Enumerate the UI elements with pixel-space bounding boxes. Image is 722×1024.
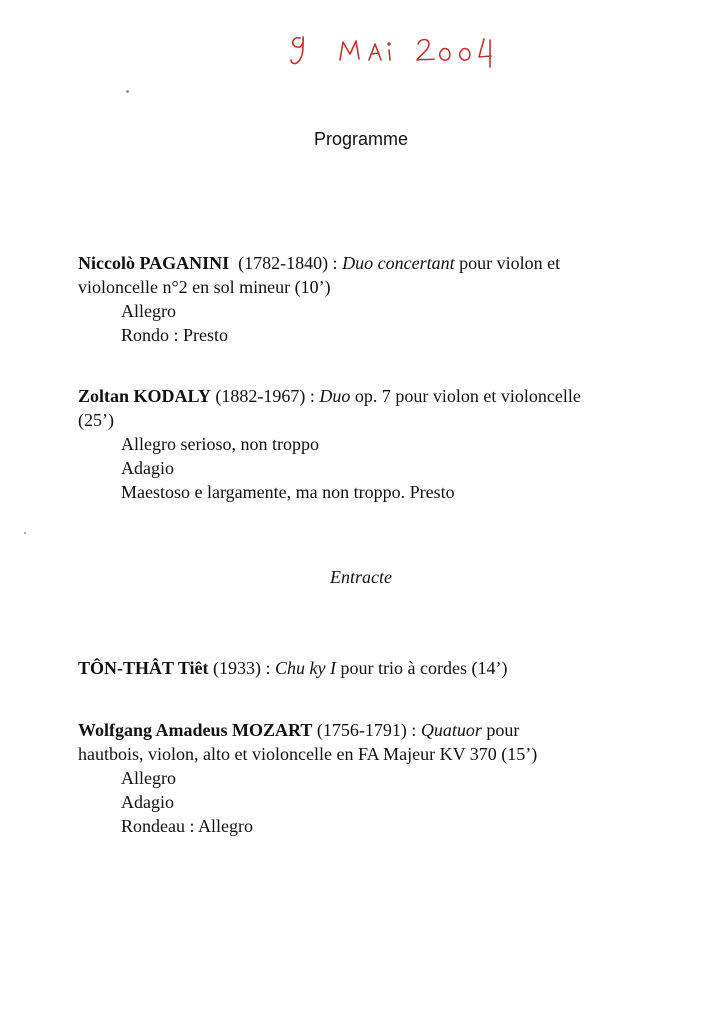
- scan-speck: [24, 532, 26, 534]
- composer-name: TÔN-THÂT Tiêt: [78, 658, 209, 678]
- movement: Adagio: [121, 792, 174, 812]
- work-description: (25’): [78, 410, 114, 430]
- work-heading: Wolfgang Amadeus MOZART (1756-1791) : Quatuor pour: [78, 720, 520, 740]
- composer-name: Zoltan KODALY: [78, 386, 211, 406]
- program-item-ton-that-tiet: [78, 656, 698, 680]
- program-item-paganini: [78, 251, 698, 347]
- work-title: Duo concertant: [342, 253, 455, 273]
- movement: Allegro serioso, non troppo: [121, 434, 319, 454]
- intermission-label: Entracte: [330, 567, 392, 587]
- composer-dates: (1782-1840): [238, 253, 329, 273]
- movement: Allegro: [121, 768, 176, 788]
- work-heading: TÔN-THÂT Tiêt (1933) : Chu ky I pour trio à cordes (14’): [78, 658, 508, 678]
- movement: Rondo : Presto: [121, 325, 229, 345]
- composer-dates: (1933): [213, 658, 262, 678]
- program-item-mozart: [78, 718, 698, 838]
- handwritten-date: [286, 26, 546, 70]
- work-heading: Niccolò PAGANINI (1782-1840) : Duo concertant pour violon et: [78, 253, 561, 273]
- work-title: Chu ky I: [275, 658, 337, 678]
- movement: Adagio: [121, 458, 174, 478]
- composer-dates: (1756-1791): [316, 720, 407, 740]
- work-description: violoncelle n°2 en sol mineur (10’): [78, 277, 331, 297]
- movement: Maestoso e largamente, ma non troppo. Presto: [121, 482, 455, 502]
- scan-speck: [126, 90, 129, 93]
- work-heading: Zoltan KODALY (1882-1967) : Duo op. 7 pour violon et violoncelle: [78, 386, 581, 406]
- composer-name: Niccolò PAGANINI: [78, 253, 230, 273]
- work-title: Duo: [319, 386, 351, 406]
- composer-dates: (1882-1967): [215, 386, 306, 406]
- movement: Allegro: [121, 301, 176, 321]
- composer-name: Wolfgang Amadeus MOZART: [78, 720, 313, 740]
- page-title: Programme: [313, 129, 409, 149]
- work-title: Quatuor: [420, 720, 482, 740]
- work-description: hautbois, violon, alto et violoncelle en FA Majeur KV 370 (15’): [78, 744, 538, 764]
- program-item-kodaly: [78, 384, 698, 504]
- movement: Rondeau : Allegro: [121, 816, 253, 836]
